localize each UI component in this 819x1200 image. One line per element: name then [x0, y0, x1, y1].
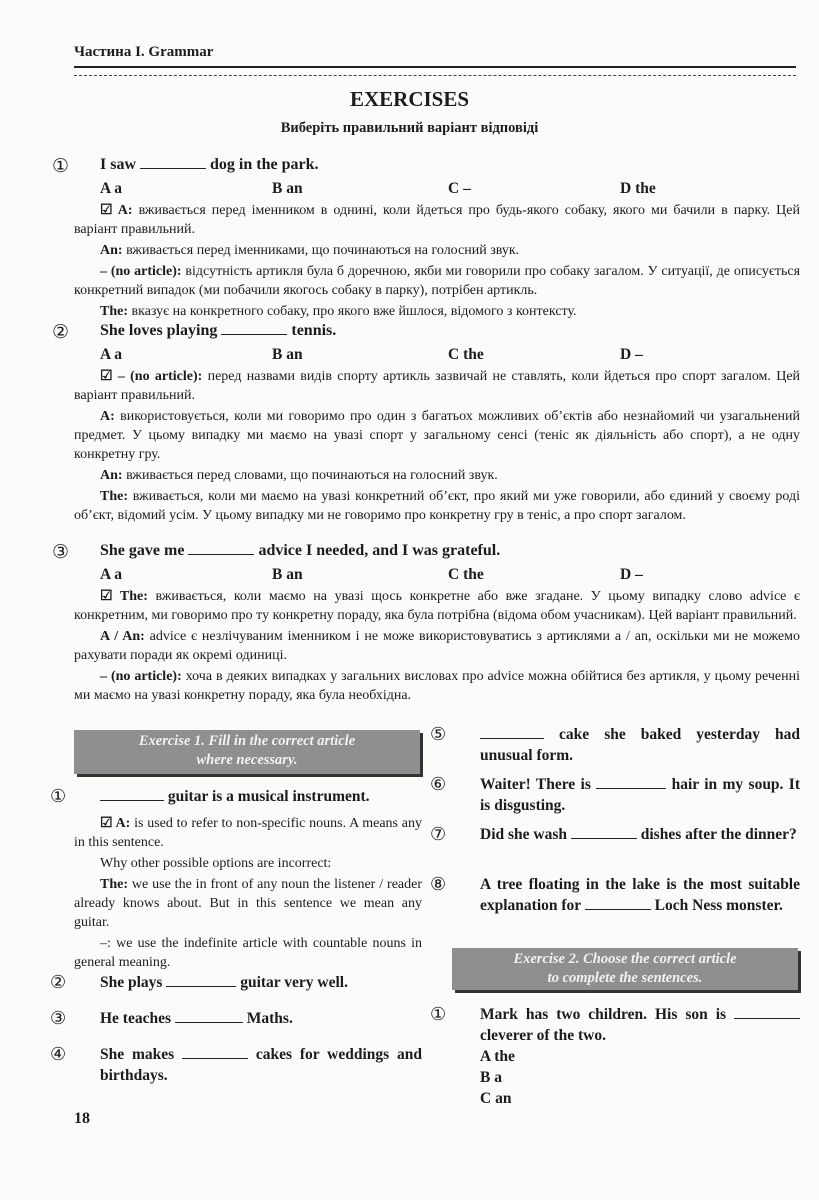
explanation-label: ☑ – (no article):	[100, 369, 203, 384]
option-c[interactable]: C the	[448, 566, 484, 583]
item-number: ③	[50, 1008, 67, 1028]
item-text-after: cake she baked yesterday had unusual form.	[480, 726, 800, 764]
answer-blank[interactable]	[585, 897, 651, 910]
item-text-after: Loch Ness monster.	[654, 897, 783, 914]
exercise-2-title-line2: to complete the sentences.	[547, 970, 703, 986]
question-number: ①	[52, 156, 70, 177]
explanation-label: The:	[100, 489, 128, 504]
question-1	[52, 156, 801, 323]
option-c[interactable]: C –	[448, 180, 471, 197]
question-3	[52, 542, 800, 707]
answer-blank[interactable]	[100, 788, 164, 801]
explanation-text: вказує на конкретного собаку, про якого вже йшлося, відомого з контексту.	[131, 304, 577, 319]
explanation-text: advice є незлічуваним іменником і не може використовуватись з артиклями a / an, оскільки ми не можемо рахувати поради як окремі одиниці.	[74, 629, 800, 663]
page-title: EXERCISES	[349, 87, 470, 111]
page-subtitle: Виберіть правильний варіант відповіді	[280, 120, 539, 136]
exercise-1-item-4	[50, 1044, 423, 1086]
option-c[interactable]: C the	[448, 346, 484, 363]
header-section: Grammar	[148, 44, 214, 60]
item-text-after: cleverer of the two.	[480, 1027, 606, 1044]
item-text-before: Did she wash	[480, 826, 567, 843]
answer-blank[interactable]	[166, 974, 236, 987]
page-number: 18	[74, 1110, 90, 1127]
explanation-text: вживається перед словами, що починаються на голосний звук.	[126, 468, 498, 483]
explanation-label: ☑ The:	[100, 589, 148, 604]
option-b[interactable]: B an	[272, 566, 303, 583]
answer-text-2: Why other possible options are incorrect:	[100, 856, 332, 871]
item-number: ④	[50, 1044, 67, 1064]
question-number: ③	[52, 542, 70, 563]
header-rule	[74, 66, 796, 68]
explanation-text: вживається перед іменником в однині, коли йдеться про будь-якого собаку, якого ми бачили в парку. Цей варіант правильний.	[74, 203, 800, 237]
option-d[interactable]: D the	[620, 180, 656, 197]
answer-label-3: The:	[100, 877, 128, 892]
explanations	[74, 367, 800, 525]
answer-blank[interactable]	[221, 322, 287, 335]
question-text-before: I saw	[100, 156, 137, 173]
item-text-after: guitar very well.	[240, 974, 348, 991]
exercise-1-item-3	[50, 1008, 422, 1029]
explanation-text: вживається, коли маємо на увазі щось конкретне або вже згадане. У цьому випадку слово advice є конкретним, ми говоримо про ту конкретну пораду, яка була потрібна (відома обом учасникам). Цей варіант правильний.	[74, 589, 800, 623]
answer-blank[interactable]	[140, 156, 206, 169]
running-header	[74, 44, 213, 61]
question-text-after: advice I needed, and I was grateful.	[258, 542, 501, 559]
explanation-label: The:	[100, 304, 128, 319]
exercise-1-title-line1: Exercise 1. Fill in the correct article	[138, 733, 356, 749]
item-number: ⑦	[430, 824, 447, 844]
option-a[interactable]: A a	[100, 566, 122, 583]
answer-blank[interactable]	[182, 1046, 248, 1059]
item-text-after: cakes for weddings and birthdays.	[100, 1046, 423, 1084]
answer-label-4: –:	[100, 936, 111, 951]
item-text-after: hair in my soup. It is disgusting.	[480, 776, 800, 814]
option-d[interactable]: D –	[620, 346, 643, 363]
item-text-before: He teaches	[100, 1010, 172, 1027]
item-number: ②	[50, 972, 67, 992]
explanation-label: A:	[100, 409, 115, 424]
item-number: ⑥	[430, 774, 447, 794]
header-dashed-rule	[74, 75, 796, 76]
question-text-before: She gave me	[100, 542, 185, 559]
question-number: ②	[52, 322, 70, 343]
answer-blank[interactable]	[734, 1006, 800, 1019]
question-text-before: She loves playing	[100, 322, 218, 339]
exercise-2-options	[480, 1046, 515, 1109]
exercise-1-item-5	[430, 724, 800, 766]
explanation-label: An:	[100, 243, 123, 258]
explanation-text: перед назвами видів спорту артикль зазвичай не ставлять, коли йдеться про спорт загалом. Цей варіант правильний.	[74, 369, 801, 403]
question-text-after: dog in the park.	[210, 156, 319, 173]
explanation-label: – (no article):	[100, 669, 182, 684]
option-b[interactable]: B an	[272, 180, 303, 197]
item-number: ①	[430, 1004, 447, 1024]
explanation-label: ☑ A:	[100, 203, 133, 218]
exercise-1-heading	[74, 730, 420, 774]
exercise-1-item-2	[50, 972, 422, 993]
answer-text-3: we use the in front of any noun the listener / reader already knows about. But in this sentence we mean any guitar.	[74, 877, 422, 930]
explanation-label: A / An:	[100, 629, 145, 644]
option-d[interactable]: D –	[620, 566, 643, 583]
option-a[interactable]: A the	[480, 1048, 515, 1065]
answer-text-4: we use the indefinite article with countable nouns in general meaning.	[74, 936, 423, 970]
exercise-2-item-1	[430, 1004, 800, 1046]
exercise-1-item-6	[430, 774, 800, 816]
exercise-1-item-7	[430, 824, 800, 845]
explanation-text: відсутність артикля була б доречною, якби ми говорили про собаку загалом. У ситуації, де описується конкретний випадок (ми побачили якогось собаку в парку), потрібен артикль.	[74, 264, 801, 298]
answer-text-1: is used to refer to non-specific nouns. A means any in this sentence.	[74, 816, 422, 850]
exercise-1-answer	[74, 814, 422, 974]
item-text-before: Mark has two children. His son is	[480, 1006, 727, 1023]
option-a[interactable]: A a	[100, 346, 122, 363]
explanations	[74, 201, 800, 321]
option-b[interactable]: B a	[480, 1069, 502, 1086]
header-part: Частина I.	[74, 44, 145, 60]
item-number: ⑧	[430, 874, 447, 894]
option-a[interactable]: A a	[100, 180, 122, 197]
option-c[interactable]: C an	[480, 1090, 512, 1107]
item-text-after: dishes after the dinner?	[640, 826, 797, 843]
item-text-after: guitar is a musical instrument.	[167, 788, 370, 805]
item-number: ⑤	[430, 724, 447, 744]
exercise-1-item-1	[50, 786, 422, 807]
question-2	[52, 322, 801, 527]
item-text-before: She makes	[100, 1046, 175, 1063]
explanation-label: An:	[100, 468, 123, 483]
explanation-text: вживається, коли ми маємо на увазі конкретний об’єкт, про який ми уже говорили, або єдиний у своєму роді об’єкт, відомий усім. У цьому випадку ми не говоримо про конкретну гру в теніс, а про спорт загалом.	[74, 489, 800, 523]
answer-blank[interactable]	[571, 826, 637, 839]
item-text-before: A tree floating in the lake is the most suitable explanation for	[480, 876, 800, 914]
item-text-before: Waiter! There is	[480, 776, 591, 793]
option-b[interactable]: B an	[272, 346, 303, 363]
answer-blank[interactable]	[175, 1010, 243, 1023]
answer-blank[interactable]	[480, 726, 544, 739]
answer-blank[interactable]	[188, 542, 254, 555]
exercise-2-title-line1: Exercise 2. Choose the correct article	[513, 951, 737, 967]
explanation-label: – (no article):	[100, 264, 182, 279]
explanation-text: використовується, коли ми говоримо про один з багатьох можливих об’єктів або незнайомий чи узагальнений предмет. У цьому випадку ми маємо на увазі спорт у загальному сенсі (теніс як діяльність або спорт), а не одну конкретну гру.	[74, 409, 800, 462]
exercise-2-heading	[452, 948, 798, 990]
exercise-1-title-line2: where necessary.	[196, 752, 298, 768]
answer-blank[interactable]	[596, 776, 666, 789]
answer-check: ☑ A:	[100, 816, 131, 831]
explanation-text: хоча в деяких випадках у загальних висловах про advice можна обійтися без артикля, у цьому реченні ми маємо на увазі конкретну пораду, яка була необхідна.	[74, 669, 800, 703]
item-text-after: Maths.	[246, 1010, 293, 1027]
question-text-after: tennis.	[291, 322, 337, 339]
explanations	[74, 587, 800, 705]
explanation-text: вживається перед іменниками, що починаються на голосний звук.	[126, 243, 520, 258]
exercise-1-item-8	[430, 874, 800, 916]
item-number: ①	[50, 786, 67, 806]
item-text-before: She plays	[100, 974, 163, 991]
